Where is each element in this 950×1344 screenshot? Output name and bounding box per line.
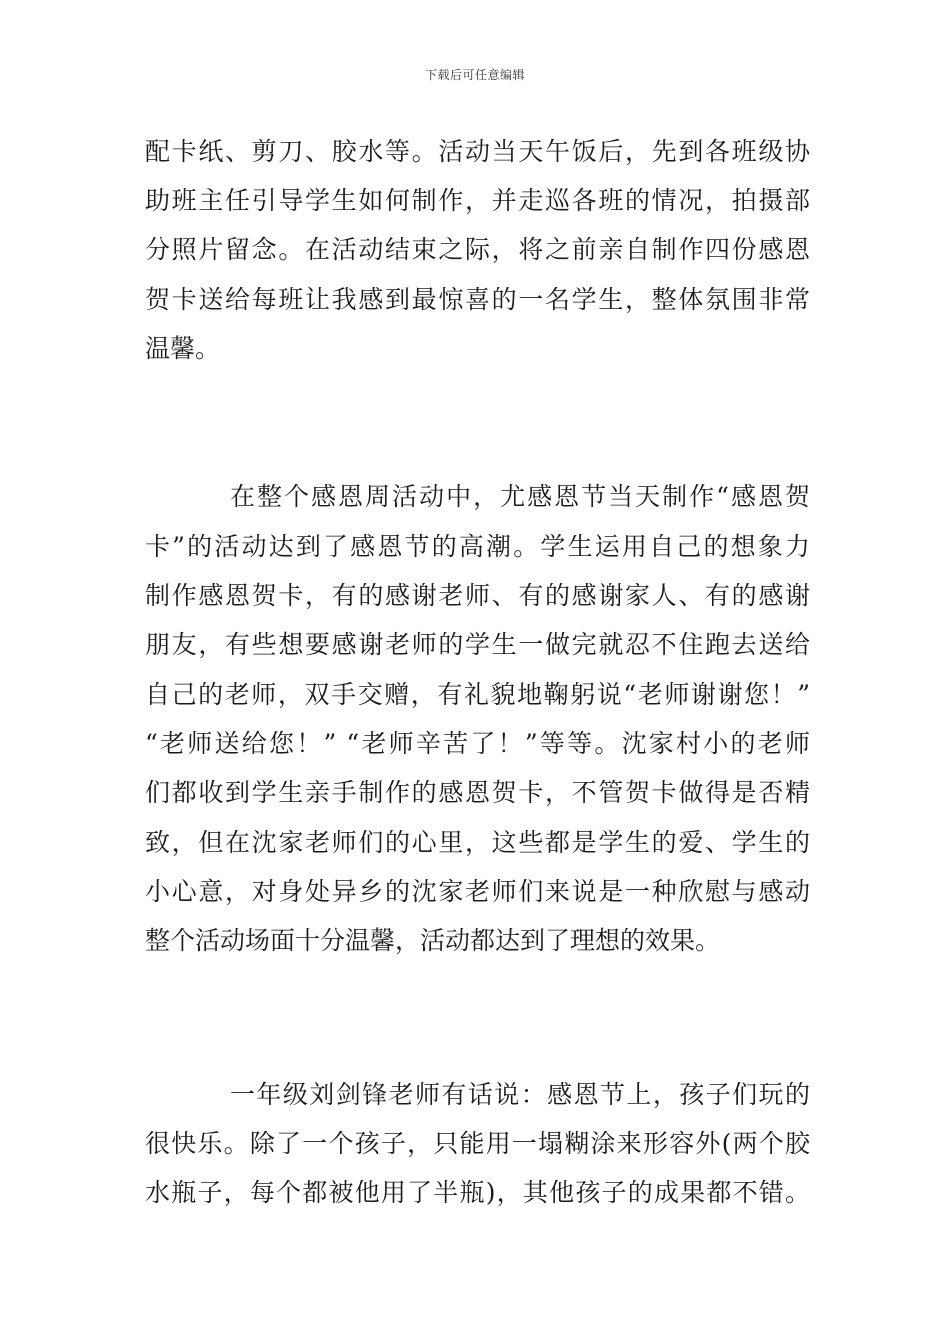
paragraph-2-line-6: “老师送给您！” “老师辛苦了！”等等。沈家村小的老师 xyxy=(145,729,810,758)
paragraph-1-line-5: 温馨。 xyxy=(145,334,221,363)
paragraph-2-line-5: 自己的老师，双手交赠，有礼貌地鞠躬说“老师谢谢您！” xyxy=(145,680,810,709)
paragraph-1-line-3: 分照片留念。在活动结束之际，将之前亲自制作四份感恩 xyxy=(145,235,810,264)
paragraph-2-line-3: 制作感恩贺卡，有的感谢老师、有的感谢家人、有的感谢 xyxy=(145,581,810,610)
paragraph-3-line-1: 一年级刘剑锋老师有话说：感恩节上，孩子们玩的 xyxy=(230,1080,810,1109)
paragraph-2-line-10: 整个活动场面十分温馨，活动都达到了理想的效果。 xyxy=(145,926,721,955)
paragraph-2-line-8: 致，但在沈家老师们的心里，这些都是学生的爱、学生的 xyxy=(145,828,810,857)
paragraph-2-line-9: 小心意，对身处异乡的沈家老师们来说是一种欣慰与感动 xyxy=(145,877,810,906)
paragraph-3-line-2: 很快乐。除了一个孩子，只能用一塌糊涂来形容外(两个胶 xyxy=(145,1129,810,1158)
paragraph-3-line-3: 水瓶子，每个都被他用了半瓶)，其他孩子的成果都不错。 xyxy=(145,1178,810,1207)
paragraph-2-line-7: 们都收到学生亲手制作的感恩贺卡，不管贺卡做得是否精 xyxy=(145,778,810,807)
paragraph-2-line-2: 卡”的活动达到了感恩节的高潮。学生运用自己的想象力 xyxy=(145,532,810,561)
paragraph-1-line-1: 配卡纸、剪刀、胶水等。活动当天午饭后，先到各班级协 xyxy=(145,137,810,166)
paragraph-2-line-4: 朋友，有些想要感谢老师的学生一做完就忍不住跑去送给 xyxy=(145,630,810,659)
paragraph-1-line-4: 贺卡送给每班让我感到最惊喜的一名学生，整体氛围非常 xyxy=(145,285,810,314)
paragraph-2-line-1: 在整个感恩周活动中，尤感恩节当天制作“感恩贺 xyxy=(230,482,810,511)
paragraph-1-line-2: 助班主任引导学生如何制作，并走巡各班的情况，拍摄部 xyxy=(145,186,810,215)
page-header: 下载后可任意编辑 xyxy=(424,68,525,82)
